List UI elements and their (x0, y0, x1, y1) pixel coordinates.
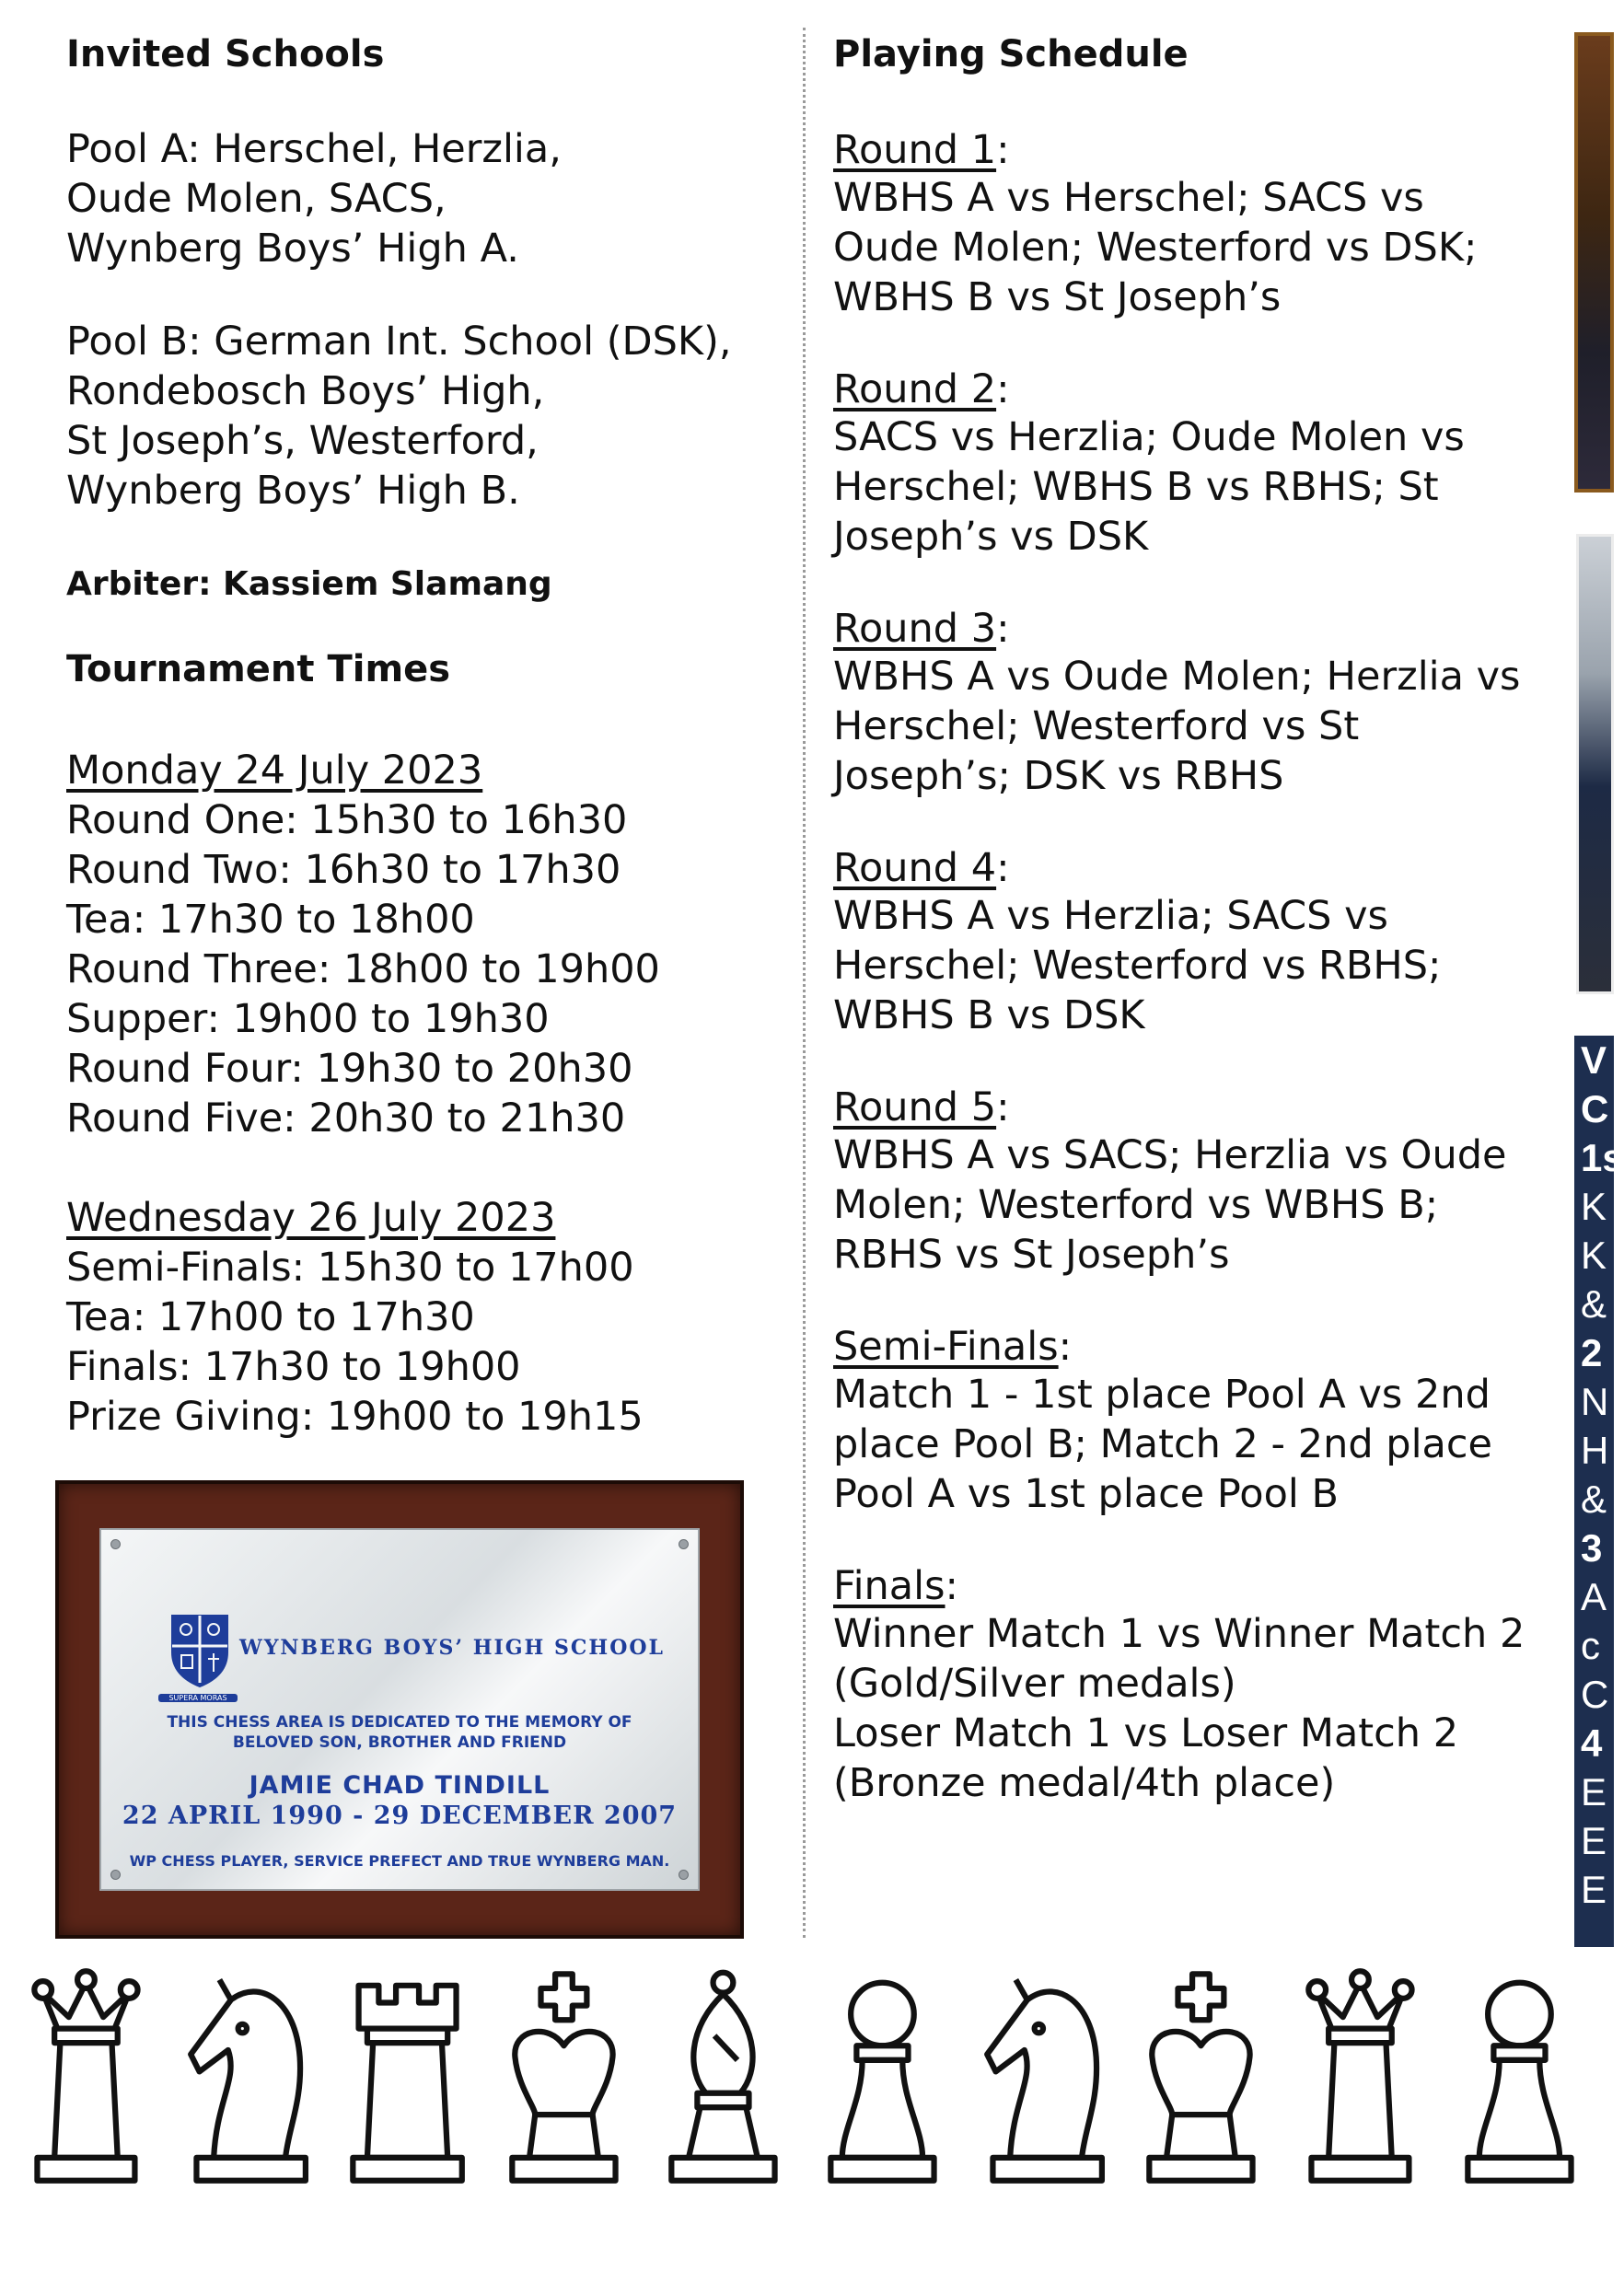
match-line: Match 1 - 1st place Pool A vs 2nd (833, 1372, 1491, 1418)
plaque-dedication (101, 1712, 698, 1753)
arbiter: Arbiter: Kassiem Slamang (66, 565, 552, 603)
panel-text-line: A (1581, 1575, 1607, 1618)
pool-a-line: Pool A: Herschel, Herzlia, (66, 126, 562, 172)
pawn-icon (1452, 1965, 1590, 2186)
match-line: Herschel; WBHS B vs RBHS; St (833, 464, 1439, 510)
players-photo (1576, 534, 1614, 994)
queen-icon (18, 1965, 157, 2186)
panel-text-line: c (1581, 1624, 1600, 1667)
match-line: place Pool B; Match 2 - 2nd place (833, 1421, 1492, 1467)
school-crest-icon (168, 1611, 232, 1694)
panel-text-line: K (1581, 1234, 1607, 1277)
plaque-school-name: WYNBERG BOYS’ HIGH SCHOOL (239, 1636, 665, 1660)
match-line: RBHS vs St Joseph’s (833, 1232, 1230, 1278)
match-line: SACS vs Herzlia; Oude Molen vs (833, 414, 1465, 460)
round-4: Round 4: WBHS A vs Herzlia; SACS vs Herschel; Westerford vs RBHS; WBHS B vs DSK (833, 845, 1570, 1040)
match-line: WBHS A vs Oude Molen; Herzlia vs (833, 654, 1521, 700)
panel-text-line: 4 (1581, 1721, 1603, 1765)
motto-scroll: SUPERA MORAS (158, 1694, 238, 1702)
panel-text-line: K (1581, 1185, 1607, 1228)
players-photo (1574, 32, 1614, 493)
panel-text-line: N (1581, 1380, 1609, 1423)
day-monday (66, 746, 794, 1143)
left-column (66, 28, 794, 1442)
panel-text-line: E (1581, 1868, 1607, 1911)
round-3: Round 3: WBHS A vs Oude Molen; Herzlia vs Herschel; Westerford vs St Joseph’s; DSK vs RBHS (833, 606, 1570, 801)
panel-text-line: H (1581, 1429, 1609, 1472)
time-line: Tea: 17h30 to 18h00 (66, 897, 475, 943)
match-line: Joseph’s vs DSK (833, 514, 1149, 560)
king-icon (1133, 1965, 1271, 2186)
round-title: Round 2 (833, 366, 997, 412)
screw-icon (110, 1539, 121, 1549)
day-title: Monday 24 July 2023 (66, 747, 483, 794)
match-line: WBHS B vs DSK (833, 992, 1145, 1038)
time-line: Prize Giving: 19h00 to 19h15 (66, 1394, 644, 1440)
time-line: Round One: 15h30 to 16h30 (66, 797, 628, 843)
screw-icon (110, 1870, 121, 1880)
time-line: Round Three: 18h00 to 19h00 (66, 946, 660, 992)
plaque-dedication-line: THIS CHESS AREA IS DEDICATED TO THE MEMORY OF (167, 1713, 632, 1732)
invited-schools-heading: Invited Schools (66, 33, 385, 75)
pawn-icon (815, 1965, 953, 2186)
time-line: Round Five: 20h30 to 21h30 (66, 1095, 626, 1142)
match-line: Oude Molen; Westerford vs DSK; (833, 225, 1478, 271)
chess-pieces-row (18, 1965, 1614, 2196)
match-line: Loser Match 1 vs Loser Match 2 (833, 1710, 1459, 1756)
time-line: Supper: 19h00 to 19h30 (66, 996, 550, 1042)
match-line: Winner Match 1 vs Winner Match 2 (833, 1611, 1525, 1657)
match-line: WBHS A vs Herzlia; SACS vs (833, 893, 1388, 939)
king-icon (496, 1965, 634, 2186)
pool-b-line: Rondebosch Boys’ High, (66, 368, 545, 414)
panel-text-line: & (1581, 1478, 1607, 1521)
match-line: Pool A vs 1st place Pool B (833, 1471, 1340, 1517)
match-line: WBHS B vs St Joseph’s (833, 274, 1282, 320)
time-line: Finals: 17h30 to 19h00 (66, 1344, 521, 1390)
match-line: (Gold/Silver medals) (833, 1661, 1236, 1707)
bishop-icon (655, 1965, 794, 2186)
round-title: Finals (833, 1563, 945, 1609)
match-line: (Bronze medal/4th place) (833, 1760, 1336, 1806)
panel-text-line: 3 (1581, 1526, 1603, 1570)
time-line: Semi-Finals: 15h30 to 17h00 (66, 1245, 634, 1291)
plaque-footer: WP CHESS PLAYER, SERVICE PREFECT AND TRUE WYNBERG MAN. (129, 1852, 670, 1870)
plaque-dedication-line: BELOVED SON, BROTHER AND FRIEND (232, 1733, 567, 1752)
round-2: Round 2: SACS vs Herzlia; Oude Molen vs Herschel; WBHS B vs RBHS; St Joseph’s vs DSK (833, 366, 1570, 562)
pool-a (66, 124, 794, 273)
panel-text-line: E (1581, 1770, 1607, 1814)
tournament-times-heading: Tournament Times (66, 648, 451, 690)
right-column (833, 28, 1570, 1808)
round-1: Round 1: WBHS A vs Herschel; SACS vs Oude Molen; Westerford vs DSK; WBHS B vs St Joseph’s (833, 127, 1570, 322)
time-line: Tea: 17h00 to 17h30 (66, 1294, 475, 1340)
knight-icon (178, 1965, 316, 2186)
panel-text-line: E (1581, 1819, 1607, 1862)
plaque-person-name: JAMIE CHAD TINDILL (249, 1771, 551, 1800)
time-line: Round Two: 16h30 to 17h30 (66, 847, 621, 893)
pool-b-line: St Joseph’s, Westerford, (66, 418, 539, 464)
round-5: Round 5: WBHS A vs SACS; Herzlia vs Oude Molen; Westerford vs WBHS B; RBHS vs St Joseph’s (833, 1084, 1570, 1280)
panel-text-line: C (1581, 1673, 1609, 1716)
time-line: Round Four: 19h30 to 20h30 (66, 1046, 633, 1092)
panel-text-line: & (1581, 1282, 1607, 1326)
match-line: Molen; Westerford vs WBHS B; (833, 1182, 1439, 1228)
queen-icon (1293, 1965, 1431, 2186)
match-line: WBHS A vs Herschel; SACS vs (833, 175, 1424, 221)
round-title: Round 5 (833, 1084, 997, 1130)
screw-icon (679, 1539, 689, 1549)
memorial-plaque-photo (55, 1480, 744, 1939)
results-panel (1574, 1036, 1624, 1947)
match-line: WBHS A vs SACS; Herzlia vs Oude (833, 1132, 1507, 1178)
panel-text-line: V (1581, 1038, 1607, 1082)
round-title: Round 1 (833, 127, 997, 173)
panel-text-line: 2 (1581, 1331, 1603, 1374)
day-wednesday (66, 1193, 794, 1442)
pool-a-line: Oude Molen, SACS, (66, 176, 447, 222)
pool-a-line: Wynberg Boys’ High A. (66, 226, 519, 272)
playing-schedule-heading: Playing Schedule (833, 33, 1189, 75)
panel-text-line: C (1581, 1087, 1609, 1130)
plaque-dates: 22 APRIL 1990 - 29 DECEMBER 2007 (122, 1802, 678, 1830)
match-line: Herschel; Westerford vs St (833, 703, 1360, 749)
finals: Finals: Winner Match 1 vs Winner Match 2 (Gold/Silver medals) Loser Match 1 vs Loser Match 2 (Bronze medal/4th place) (833, 1563, 1570, 1808)
round-title: Semi-Finals (833, 1324, 1059, 1370)
round-title: Round 4 (833, 845, 997, 891)
day-title: Wednesday 26 July 2023 (66, 1195, 556, 1241)
pool-b-line: Wynberg Boys’ High B. (66, 468, 520, 514)
panel-text-line: 1s (1581, 1136, 1624, 1179)
round-title: Round 3 (833, 606, 997, 652)
pool-b (66, 317, 794, 516)
semi-finals: Semi-Finals: Match 1 - 1st place Pool A vs 2nd place Pool B; Match 2 - 2nd place Pool A vs 1st place Pool B (833, 1324, 1570, 1519)
rook-icon (337, 1965, 475, 2186)
pool-b-line: Pool B: German Int. School (DSK), (66, 319, 732, 365)
column-divider (803, 28, 806, 1938)
plaque-plate (99, 1528, 700, 1891)
screw-icon (679, 1870, 689, 1880)
match-line: Herschel; Westerford vs RBHS; (833, 943, 1442, 989)
match-line: Joseph’s; DSK vs RBHS (833, 753, 1284, 799)
knight-icon (974, 1965, 1112, 2186)
